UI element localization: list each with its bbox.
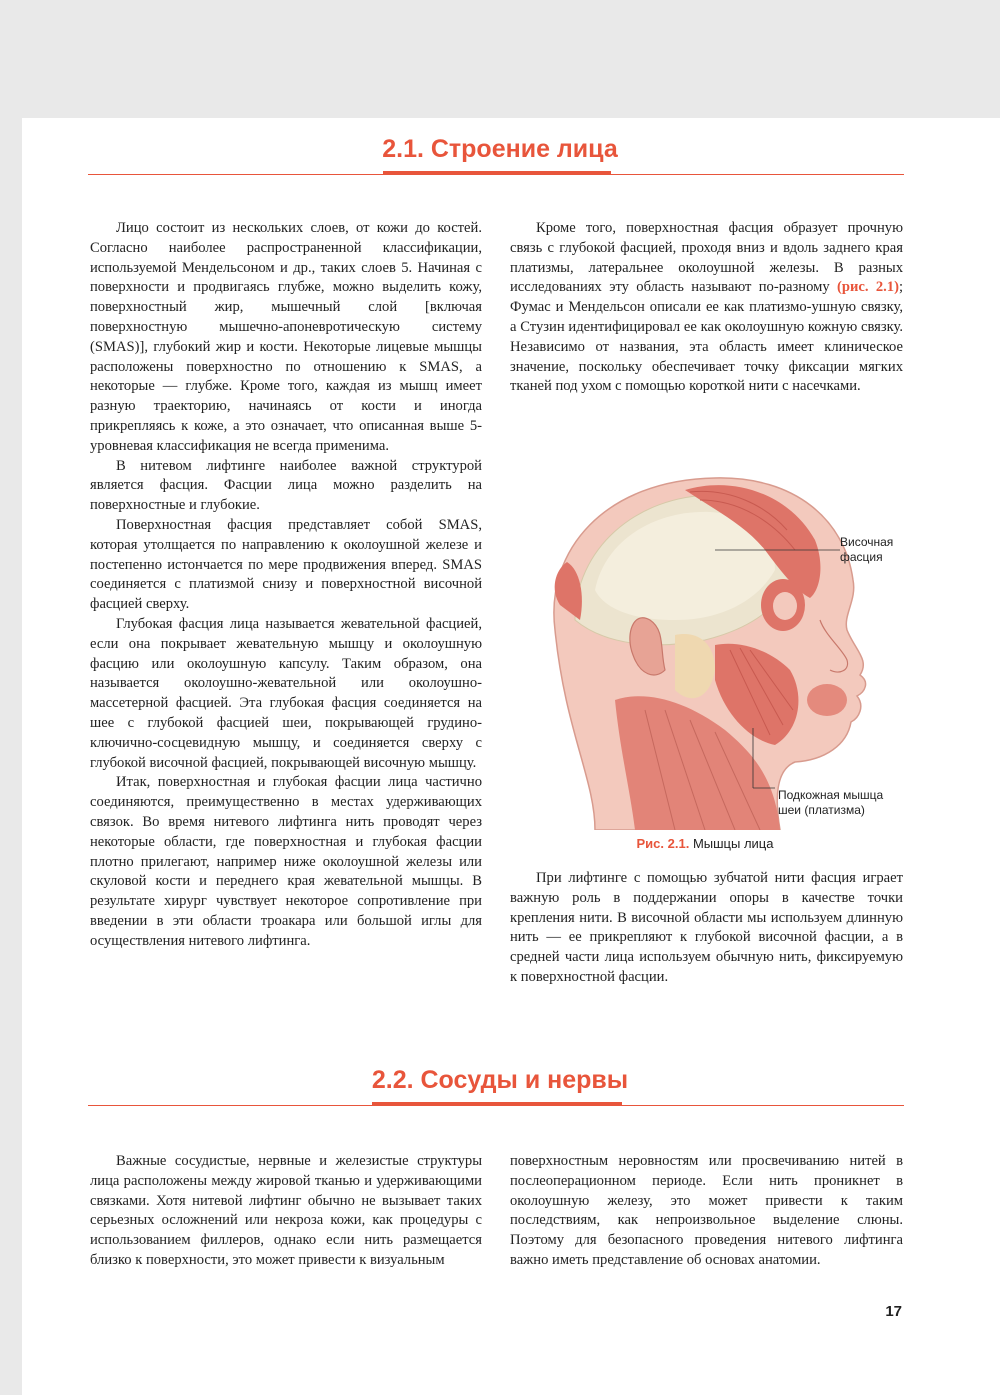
- label-line: Подкожная мышца: [778, 788, 884, 802]
- figure-caption: [510, 836, 900, 851]
- section-title-2: 2.2. Сосуды и нервы: [371, 1066, 629, 1094]
- label-line: Височная: [840, 535, 894, 549]
- section2-right-column: [510, 1152, 903, 1271]
- label-line: фасция: [840, 550, 883, 564]
- figure-label-platysma: [778, 788, 883, 818]
- paragraph: поверхностным неровностям или просвечиванию нитей в послеоперационном периоде. Если нить проникнет в околоушную железу, это может привести к таким последствиям, как непроизвольное выделение слюны. Поэтому для безопасного проведения нитевого лифтинга важно иметь представление об основах анатомии.: [510, 1153, 903, 1268]
- label-line: шеи (платизма): [778, 803, 865, 817]
- paragraph: При лифтинге с помощью зубчатой нити фасция играет важную роль в поддержании опоры в качестве точки крепления нити. В височной области мы используем длинную нить — ее прикрепляют к глубокой височной фасции, а в средней части лица используем обычную нить, фиксируемую к поверхностной фасции.: [510, 870, 903, 985]
- face-muscles-figure: [525, 470, 910, 830]
- paragraph: Важные сосудистые, нервные и железистые структуры лица расположены между жировой тканью и удерживающими связками. Хотя нитевой лифтинг обычно не вызывает таких серьезных осложнений или некроза кожи, как процедуры с использованием филлеров, однако если нить размещается близко к поверхности, это может привести к визуальным: [90, 1153, 482, 1268]
- figure-number: Рис. 2.1.: [636, 836, 690, 851]
- section1-left-column: [90, 219, 482, 951]
- section-title-1: 2.1. Строение лица: [382, 135, 618, 163]
- paragraph: Поверхностная фасция представляет собой SMAS, которая утолщается по направлению к околоушной железе и постепенно истончается по мере продвижения вперед. SMAS соединяется с платизмой снизу и поверхностной височной фасцией сверху.: [90, 516, 482, 613]
- paragraph: В нитевом лифтинге наиболее важной структурой является фасция. Фасции лица можно разделить на поверхностные и глубокие.: [90, 457, 482, 514]
- figure-label-temporal-fascia: [840, 535, 893, 565]
- section1-right-column: [510, 219, 903, 397]
- paragraph-text: Кроме того, поверхностная фасция образует прочную связь с глубокой фасцией, проходя вниз и вдоль заднего края платизмы, латеральнее околоушной железы. В разных исследованиях эту область называют по-разному: [510, 220, 903, 296]
- page-number: 17: [885, 1303, 902, 1320]
- paragraph: Лицо состоит из нескольких слоев, от кожи до костей. Согласно наиболее распространенной классификации, используемой Мендельсоном и др., таких слоев 5. Начиная с поверхности и продвигаясь глубже, можно выделить кожу, поверхностный жир, мышечный слой [включая поверхностную мышечно-апоневротическую систему (SMAS)], глубокий жир и кости. Некоторые лицевые мышцы расположены поверхностно по отношению к SMAS, а некоторые — глубже. Кроме того, каждая из мышц имеет разную траекторию, начинаясь от кости и иногда прикрепляясь к коже, а это означает, что описанная выше 5-уровневая классификация не всегда применима.: [90, 220, 482, 454]
- paragraph: Глубокая фасция лица называется жевательной фасцией, если она покрывает жевательную мышцу и околоушную фасцию или околоушную капсулу. Таким образом, она называется околоушно-жевательной или околоушно-массетерной фасцией. Эта глубокая фасция соединяется на шее с глубокой фасцией шеи, покрывающей грудино-ключично-сосцевидную мышцу, и соединяется сверху с глубокой височной фасцией, покрывающей височную мышцу.: [90, 615, 482, 771]
- section1-right-column-lower: [510, 869, 903, 988]
- section2-left-column: [90, 1152, 482, 1271]
- section-rule-accent-1: [383, 171, 611, 175]
- paragraph: [510, 219, 903, 397]
- figure-caption-text: Мышцы лица: [689, 836, 774, 851]
- head-anatomy-illustration: [525, 470, 910, 830]
- section-rule-accent-2: [372, 1102, 622, 1106]
- paragraph: Итак, поверхностная и глубокая фасции лица частично соединяются, преимущественно в местах удерживающих связок. Во время нитевого лифтинга нить проводят через некоторые области, где поверхностная и глубокая фасции плотно прилегают, например ниже околоушной железы или скуловой кости и переднего края жевательной мышцы. В результате хирург чувствует некоторое сопротивление при введении в эти области троакара или большой иглы для осуществления нитевого лифтинга.: [90, 774, 482, 949]
- figure-reference-link[interactable]: (рис. 2.1): [836, 279, 899, 296]
- paragraph-text: ; Фумас и Мендельсон описали ее как платизмо-ушную связку, а Стузин идентифицировал ее как околоушную кожную связку. Независимо от названия, эта область имеет клиническое значение, поскольку обеспечивает точку фиксации мягких тканей под ухом с помощью короткой нити с насечками.: [510, 279, 903, 395]
